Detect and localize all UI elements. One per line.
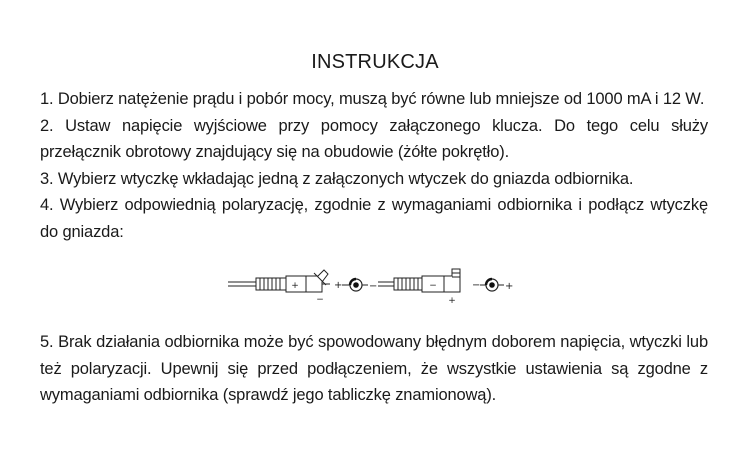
symbol-1-right-sign: − (369, 281, 378, 292)
step-5: 5. Brak działania odbiornika może być spowodowany błędnym doborem napięcia, wtyczki lub też polaryzacji. Upewnij się przed podłączeniem, że wszystkie ustawienia są zgodne z wymaganiami odbiornika (sprawdź jego tabliczkę znamionową). (40, 333, 708, 404)
plug-2-near-sign: − (429, 281, 437, 291)
document-title: INSTRUKCJA (311, 51, 439, 73)
polarity-symbol-1 (334, 279, 377, 292)
step-3: 3. Wybierz wtyczkę wkładając jedną z załączonych wtyczek do gniazda odbiornika. (40, 169, 634, 188)
symbol-2-left-sign: − (472, 280, 481, 291)
step-1: 1. Dobierz natężenie prądu i pobór mocy, muszą być równe lub mniejsze od 1000 mA i 12 W. (40, 90, 705, 108)
plug-2-far-sign: + (448, 296, 456, 306)
symbol-2-right-sign: + (505, 281, 514, 292)
plug-1-near-sign: + (291, 281, 299, 291)
plug-diagram-1 (228, 270, 330, 305)
steps-block-top (40, 86, 708, 245)
step-4: 4. Wybierz odpowiednią polaryzację, zgodnie z wymaganiami odbiornika i podłącz wtyczkę do gniazda: (40, 196, 708, 241)
plug-diagram-2 (378, 269, 460, 306)
plug-1-far-sign: − (316, 295, 324, 305)
polarity-diagram (228, 265, 528, 313)
polarity-symbol-2 (472, 279, 513, 292)
steps-block-bottom (40, 329, 708, 409)
step-2: 2. Ustaw napięcie wyjściowe przy pomocy załączonego klucza. Do tego celu służy przełącznik obrotowy znajdujący się na obudowie (żółte pokrętło). (40, 116, 708, 161)
symbol-1-left-sign: + (334, 280, 343, 291)
